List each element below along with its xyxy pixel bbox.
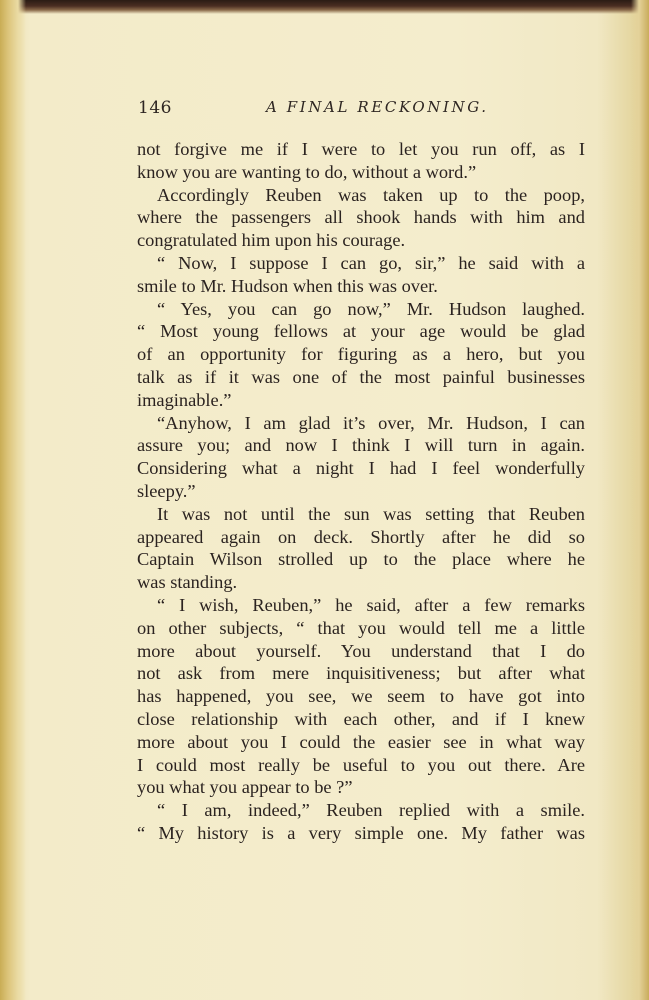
text-line: imaginable.” xyxy=(137,389,232,410)
text-line: Captain Wilson strolled up to the place where he xyxy=(137,549,585,570)
text-line: you what you appear to be ?” xyxy=(137,777,353,798)
text-line: It was not until the sun was setting that Reuben xyxy=(157,503,585,524)
page-number: 146 xyxy=(138,98,172,118)
text-line: know you are wanting to do, without a word.” xyxy=(137,161,477,182)
text-line: “ Now, I suppose I can go, sir,” he said with a xyxy=(157,252,585,273)
page-fore-edge xyxy=(631,0,649,1000)
text-line: of an opportunity for figuring as a hero, but you xyxy=(137,344,585,365)
text-line: appeared again on deck. Shortly after he did so xyxy=(137,526,585,547)
text-line: more about yourself. You understand that I do xyxy=(137,640,585,661)
running-head: A FINAL RECKONING. xyxy=(266,98,489,116)
text-line: more about you I could the easier see in what way xyxy=(137,731,585,752)
text-line: “ Most young fellows at your age would be glad xyxy=(137,321,585,342)
text-line: “ I am, indeed,” Reuben replied with a smile. xyxy=(157,800,585,821)
page-header xyxy=(138,98,586,124)
text-line: has happened, you see, we seem to have got into xyxy=(137,686,585,707)
text-line: sleepy.” xyxy=(137,480,196,501)
text-line: congratulated him upon his courage. xyxy=(137,230,406,251)
text-line: close relationship with each other, and if I knew xyxy=(137,708,585,729)
text-line: I could most really be useful to you out there. Are xyxy=(137,754,585,775)
text-line: not forgive me if I were to let you run off, as I xyxy=(137,139,585,159)
text-line: “ My history is a very simple one. My father was xyxy=(137,822,585,843)
text-line: assure you; and now I think I will turn in again. xyxy=(137,435,585,456)
page-binding-edge xyxy=(0,0,26,1000)
text-line: “Anyhow, I am glad it’s over, Mr. Hudson, I can xyxy=(157,412,585,433)
text-line: was standing. xyxy=(137,572,238,593)
text-line: talk as if it was one of the most painful businesses xyxy=(137,366,585,387)
text-line: where the passengers all shook hands with him and xyxy=(137,207,585,228)
text-line: not ask from mere inquisitiveness; but after what xyxy=(137,663,585,684)
text-line: Accordingly Reuben was taken up to the poop, xyxy=(157,184,585,205)
text-line: smile to Mr. Hudson when this was over. xyxy=(137,275,438,296)
text-line: on other subjects, “ that you would tell me a little xyxy=(137,617,585,638)
page-top-edge xyxy=(0,0,649,14)
text-line: “ Yes, you can go now,” Mr. Hudson laughed. xyxy=(157,298,585,319)
body-text xyxy=(137,138,585,845)
text-line: “ I wish, Reuben,” he said, after a few remarks xyxy=(157,594,585,615)
text-line: Considering what a night I had I feel wonderfully xyxy=(137,458,585,479)
